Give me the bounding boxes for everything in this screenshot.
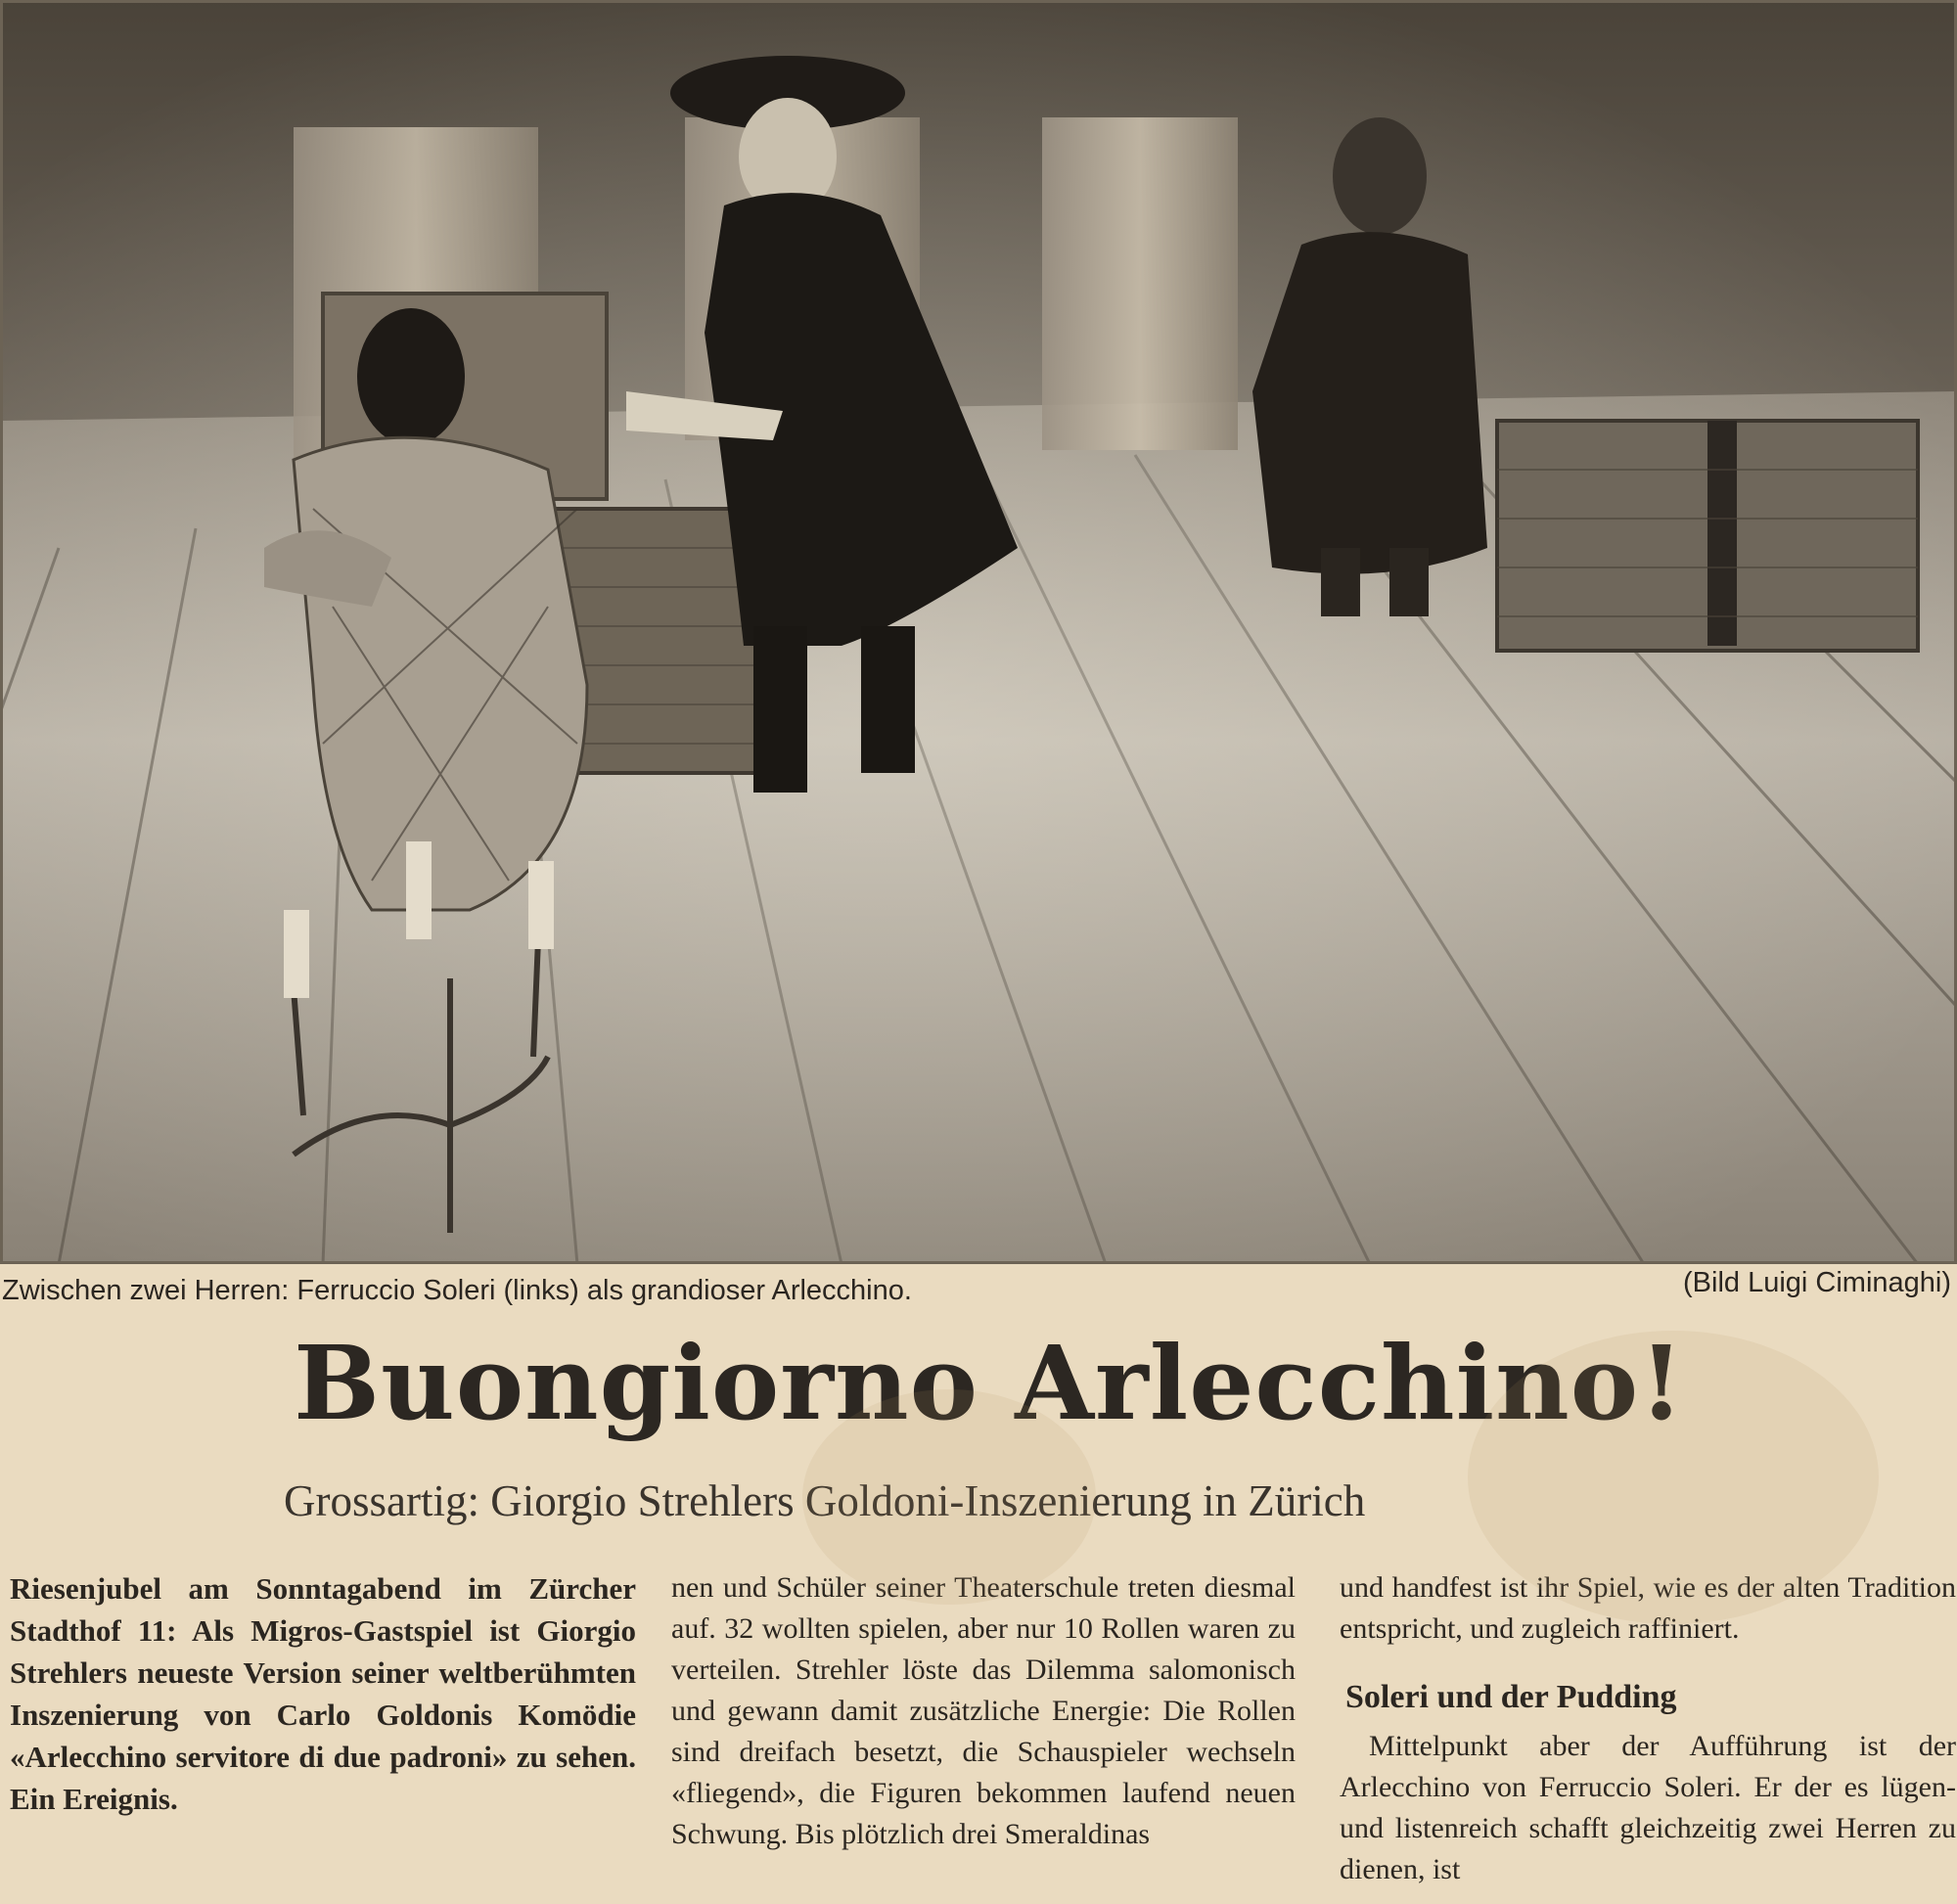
subheadline: Grossartig: Giorgio Strehlers Goldoni-Inszenierung in Zürich (284, 1476, 1366, 1525)
section-heading: Soleri und der Pudding (1345, 1679, 1677, 1715)
body-column-2 (671, 1567, 1296, 1855)
headline: Buongiorno Arlecchino! (294, 1323, 1685, 1443)
body-column-3 (1340, 1567, 1956, 1890)
body-paragraph: Mittelpunkt aber der Aufführung ist der Arlecchino von Ferruccio Soleri. Er der es lügen- und listenreich schafft gleichzeitig zwei Herren zu dienen, ist (1340, 1730, 1956, 1885)
photo-caption: Zwischen zwei Herren: Ferruccio Soleri (links) als grandioser Arlecchino. (2, 1275, 912, 1306)
body-paragraph: nen und Schüler seiner Theaterschule treten diesmal auf. 32 wollten spielen, aber nur 10 Rollen waren zu verteilen. Strehler löste das Dilemma salomonisch und gewann damit zusätzliche Energie: Die Rollen sind dreifach besetzt, die Schauspieler wechseln «fliegend», die Figuren bekommen laufend neuen Schwung. Bis plötzlich drei Smeraldinas (671, 1571, 1296, 1850)
body-paragraph: und handfest ist ihr Spiel, wie es der alten Tradition entspricht, und zugleich raffiniert. (1340, 1571, 1956, 1645)
lead-column (10, 1567, 636, 1820)
photo-caption-row (0, 1264, 1957, 1313)
lead-paragraph: Riesenjubel am Sonntagabend im Zürcher Stadthof 11: Als Migros-Gastspiel ist Giorgio Strehlers neueste Version seiner weltberühmten Inszenierung von Carlo Goldonis Komödie «Arlecchino servitore di due padroni» zu sehen. Ein Ereignis. (10, 1571, 636, 1816)
photo-credit: (Bild Luigi Ciminaghi) (1683, 1267, 1951, 1298)
